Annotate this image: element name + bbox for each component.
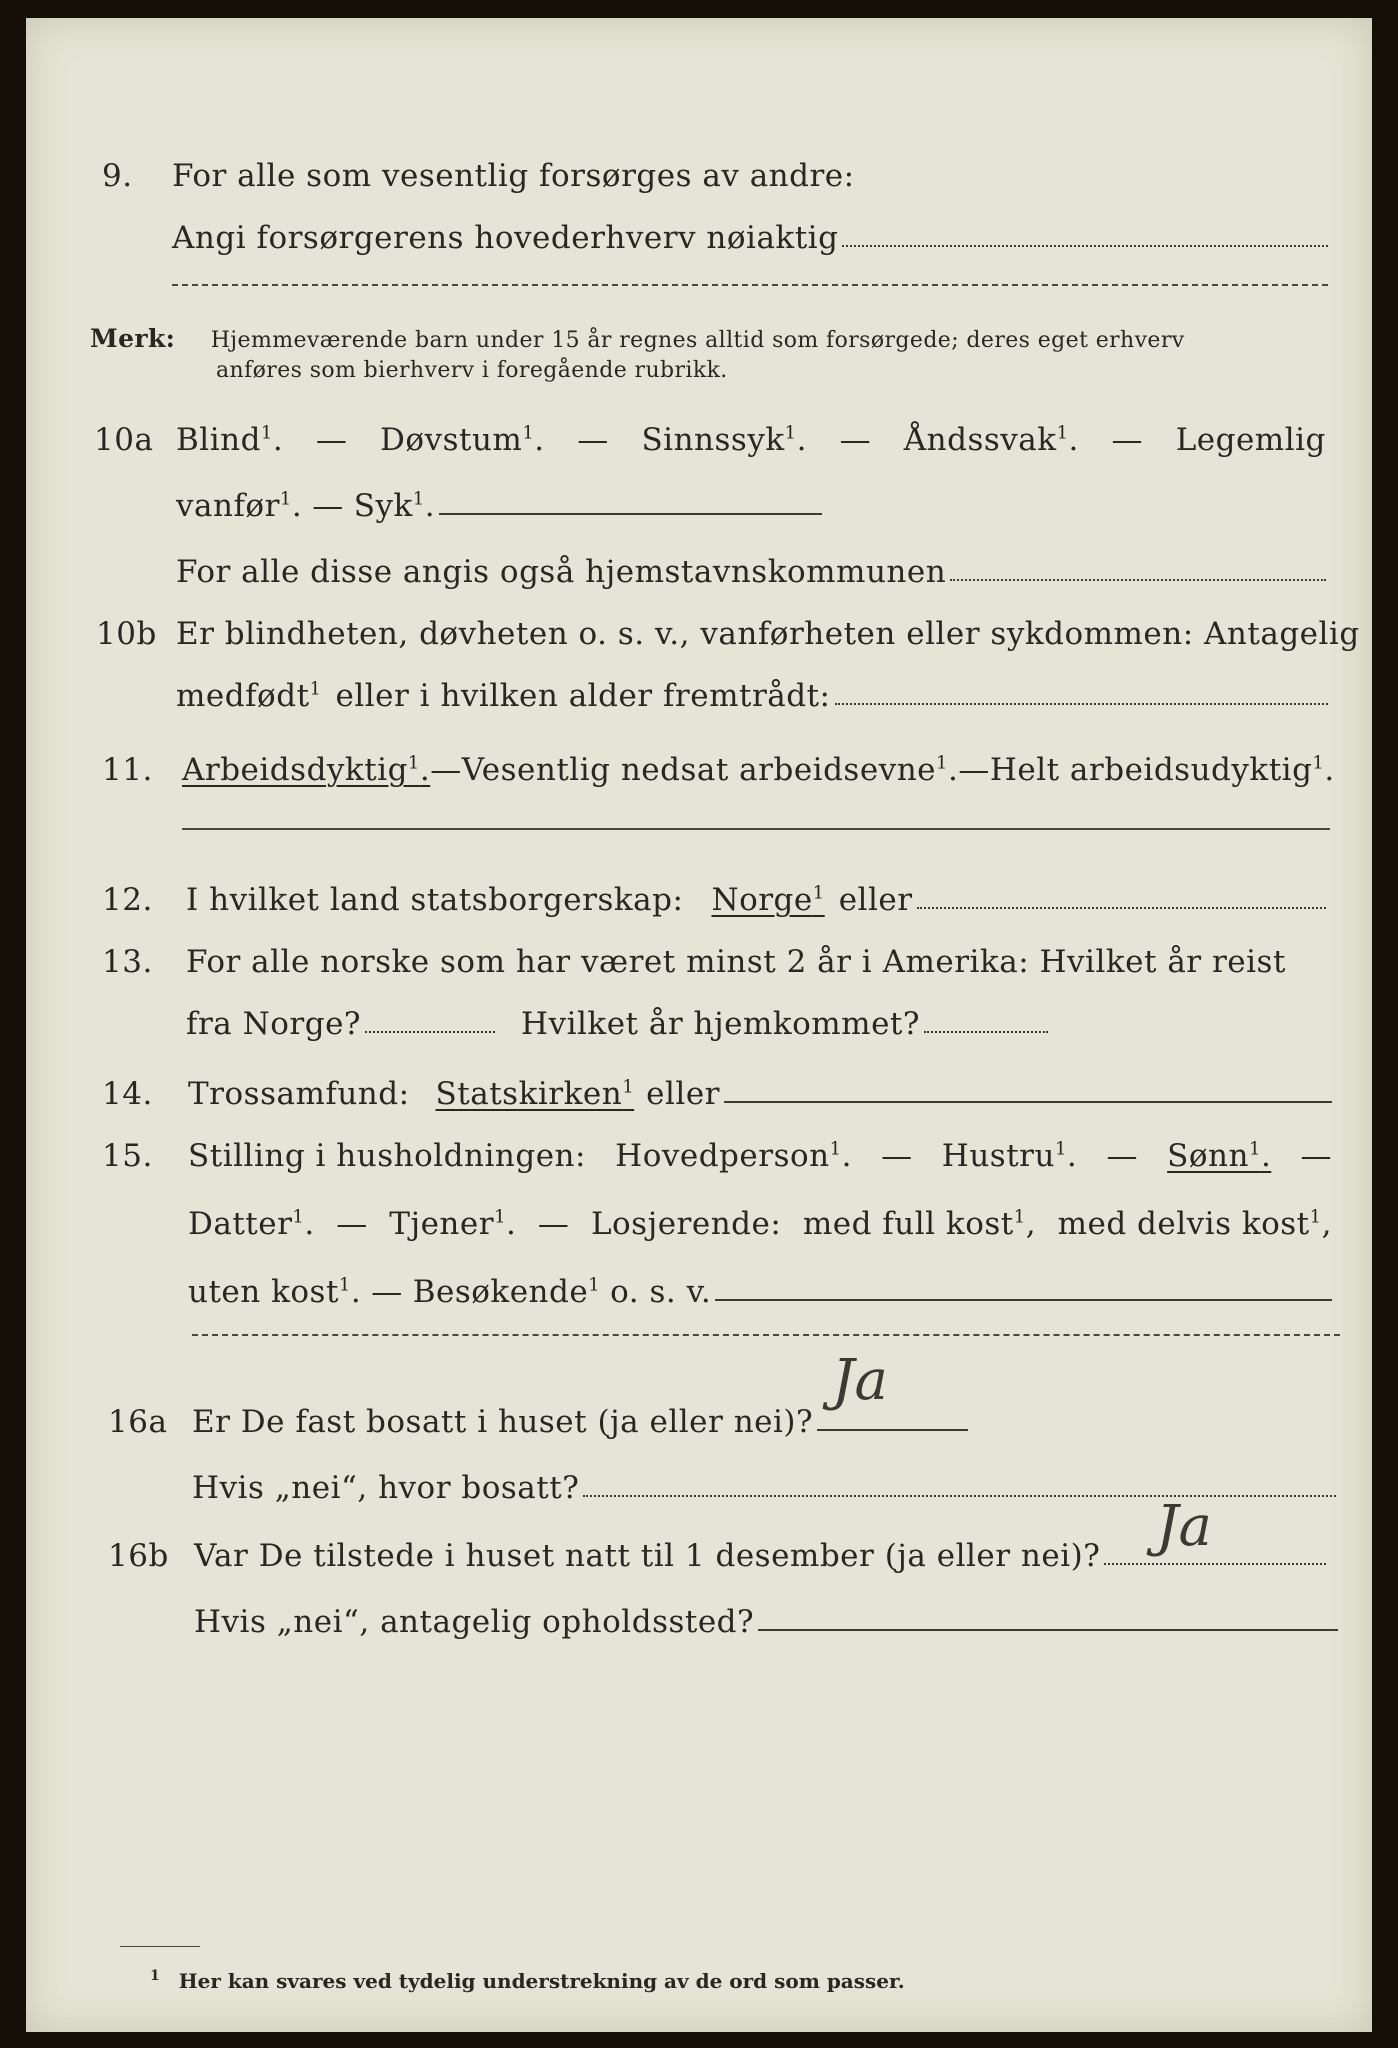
q13-hjem-prompt: Hvilket år hjemkommet? <box>521 1006 921 1042</box>
q14-answer-line[interactable] <box>724 1101 1332 1103</box>
q16b-handwritten-answer: Ja <box>1156 1494 1212 1559</box>
q11-extra-line[interactable] <box>182 828 1330 830</box>
q10b-question: Er blindheten, døvheten o. s. v., vanførheten eller sykdommen: Antagelig <box>176 616 1360 652</box>
q13-line1 <box>26 932 1372 984</box>
merk-line2: anføres som bierhverv i foregående rubrikk. <box>216 358 728 383</box>
q15-osv: o. s. v. <box>610 1274 712 1310</box>
q13-hjem-line[interactable] <box>924 1031 1048 1033</box>
footnote-mark: 1 <box>150 1968 160 1984</box>
q9-line2 <box>26 208 1372 260</box>
q13-number: 13. <box>102 944 153 980</box>
q10b-line1 <box>26 604 1372 656</box>
q10a-line3 <box>26 542 1372 594</box>
q16a-line1 <box>26 1392 1372 1444</box>
q12-eller: eller <box>838 882 913 918</box>
footnote-text: Her kan svares ved tydelig understrekning av de ord som passer. <box>178 1968 905 1993</box>
option-medfodt[interactable]: medfødt$^1$ <box>176 678 322 714</box>
option-statskirken[interactable]: Statskirken$^1$ <box>435 1076 635 1112</box>
option-besokende[interactable]: Besøkende$^1$ <box>412 1274 601 1310</box>
q15-extra-line[interactable] <box>192 1334 1340 1336</box>
q16b-answer-line[interactable] <box>1104 1563 1326 1565</box>
option-dovstum[interactable]: Døvstum$^1$. <box>380 422 545 458</box>
q11-line: 11. Arbeidsdyktig$^1$. — Vesentlig nedsat arbeidsevne$^1$. — Helt arbeidsudyktig$^1$. <box>102 752 1335 788</box>
option-arbeidsudyktig[interactable]: Helt arbeidsudyktig$^1$. <box>989 752 1335 788</box>
merk-line1: Hjemmeværende barn under 15 år regnes alltid som forsørgede; deres eget erhverv <box>210 328 1185 353</box>
option-nedsat-arbeidsevne[interactable]: Vesentlig nedsat arbeidsevne$^1$. <box>461 752 959 788</box>
q16a-answer-line[interactable] <box>817 1429 968 1431</box>
q15-line3: uten kost$^1$. — Besøkende$^1$ o. s. v. <box>26 1262 1372 1314</box>
q13-line2 <box>26 994 1372 1046</box>
q9-prompt: Angi forsørgerens hovederhverv nøiaktig <box>172 220 839 256</box>
option-hustru[interactable]: Hustru$^1$. <box>941 1138 1078 1174</box>
q10a-line2: vanfør$^1$. — Syk$^1$. <box>26 476 1372 528</box>
q10a-line1: 10a Blind$^1$. — Døvstum$^1$. — Sinnssyk$^1$. — Åndssvak$^1$. — Legemlig <box>94 422 1326 458</box>
option-sinnssyk[interactable]: Sinnssyk$^1$. <box>641 422 807 458</box>
census-form-page <box>26 18 1372 2032</box>
q14-eller: eller <box>646 1076 720 1112</box>
q10a-number: 10a <box>94 422 154 458</box>
q10a-hjemstavn-line[interactable] <box>950 579 1326 581</box>
footnote <box>150 1968 905 1993</box>
option-andssvak[interactable]: Åndssvak$^1$. <box>903 422 1079 458</box>
q16b-line2 <box>26 1592 1372 1644</box>
q16a-question: Er De fast bosatt i huset (ja eller nei)? <box>192 1404 814 1440</box>
q12-answer-line[interactable] <box>917 907 1326 909</box>
option-vanfor[interactable]: vanfør$^1$. <box>176 488 303 524</box>
q15-line2: Datter$^1$. — Tjener$^1$. — Losjerende: med full kost$^1$, med delvis kost$^1$, <box>188 1206 1332 1242</box>
q9-extra-line[interactable] <box>172 284 1328 286</box>
q13-question: For alle norske som har været minst 2 år i Amerika: Hvilket år reist <box>186 944 1286 980</box>
q12-number: 12. <box>102 882 153 918</box>
option-uten-kost[interactable]: uten kost$^1$. <box>188 1274 362 1310</box>
q10b-alder-prompt: eller i hvilken alder fremtrådt: <box>335 678 831 714</box>
q16b-question: Var De tilstede i huset natt til 1 desember (ja eller nei)? <box>194 1538 1101 1574</box>
option-blind[interactable]: Blind$^1$. <box>176 422 284 458</box>
q14-question: Trossamfund: <box>188 1076 410 1112</box>
q15-question: Stilling i husholdningen: <box>188 1138 586 1174</box>
q12-line <box>26 870 1372 922</box>
q14-line <box>26 1064 1372 1116</box>
merk-label: Merk: <box>90 324 176 353</box>
q15-answer-line[interactable] <box>715 1299 1332 1301</box>
option-sonn[interactable]: Sønn$^1$. <box>1167 1138 1272 1174</box>
q16b-opholdssted-line[interactable] <box>758 1629 1338 1631</box>
option-hovedperson[interactable]: Hovedperson$^1$. <box>615 1138 852 1174</box>
q16b-opholdssted-prompt: Hvis „nei“, antagelig opholdssted? <box>194 1604 755 1640</box>
q16b-number: 16b <box>108 1538 169 1574</box>
q10a-hjemstavn-prompt: For alle disse angis også hjemstavnskommunen <box>176 554 947 590</box>
q10a-syk-line[interactable] <box>439 513 822 515</box>
q16a-bosatt-line[interactable] <box>583 1495 1336 1497</box>
q15-number: 15. <box>102 1138 153 1174</box>
option-tjener[interactable]: Tjener$^1$. <box>389 1206 517 1242</box>
q12-question: I hvilket land statsborgerskap: <box>186 882 684 918</box>
merk-note <box>90 324 1185 353</box>
option-full-kost[interactable]: med full kost$^1$, <box>802 1206 1037 1242</box>
q15-line1: 15. Stilling i husholdningen: Hovedperson$^1$. — Hustru$^1$. — Sønn$^1$. — <box>102 1138 1332 1174</box>
option-norge[interactable]: Norge$^1$ <box>711 882 825 918</box>
footnote-rule <box>120 1946 200 1947</box>
q14-number: 14. <box>102 1076 153 1112</box>
q13-fra-line[interactable] <box>365 1031 495 1033</box>
q11-number: 11. <box>102 752 153 788</box>
q9-answer-line[interactable] <box>842 245 1328 247</box>
q13-fra-prompt: fra Norge? <box>186 1006 362 1042</box>
option-datter[interactable]: Datter$^1$. <box>188 1206 315 1242</box>
option-delvis-kost[interactable]: med delvis kost$^1$, <box>1057 1206 1332 1242</box>
q9-line1 <box>26 146 1372 198</box>
q16a-handwritten-answer: Ja <box>832 1348 888 1413</box>
q10b-number: 10b <box>96 616 157 652</box>
option-legemlig[interactable]: Legemlig <box>1175 422 1326 458</box>
q9-number: 9. <box>102 158 133 194</box>
q10b-alder-line[interactable] <box>835 703 1328 705</box>
q16a-bosatt-prompt: Hvis „nei“, hvor bosatt? <box>192 1470 580 1506</box>
option-arbeidsdyktig[interactable]: Arbeidsdyktig$^1$. <box>182 752 431 788</box>
q10b-line2 <box>26 666 1372 718</box>
q9-question: For alle som vesentlig forsørges av andre: <box>172 158 855 194</box>
option-syk[interactable]: Syk$^1$. <box>353 488 436 524</box>
q15-losjerende: Losjerende: <box>590 1206 782 1242</box>
q16a-number: 16a <box>108 1404 168 1440</box>
